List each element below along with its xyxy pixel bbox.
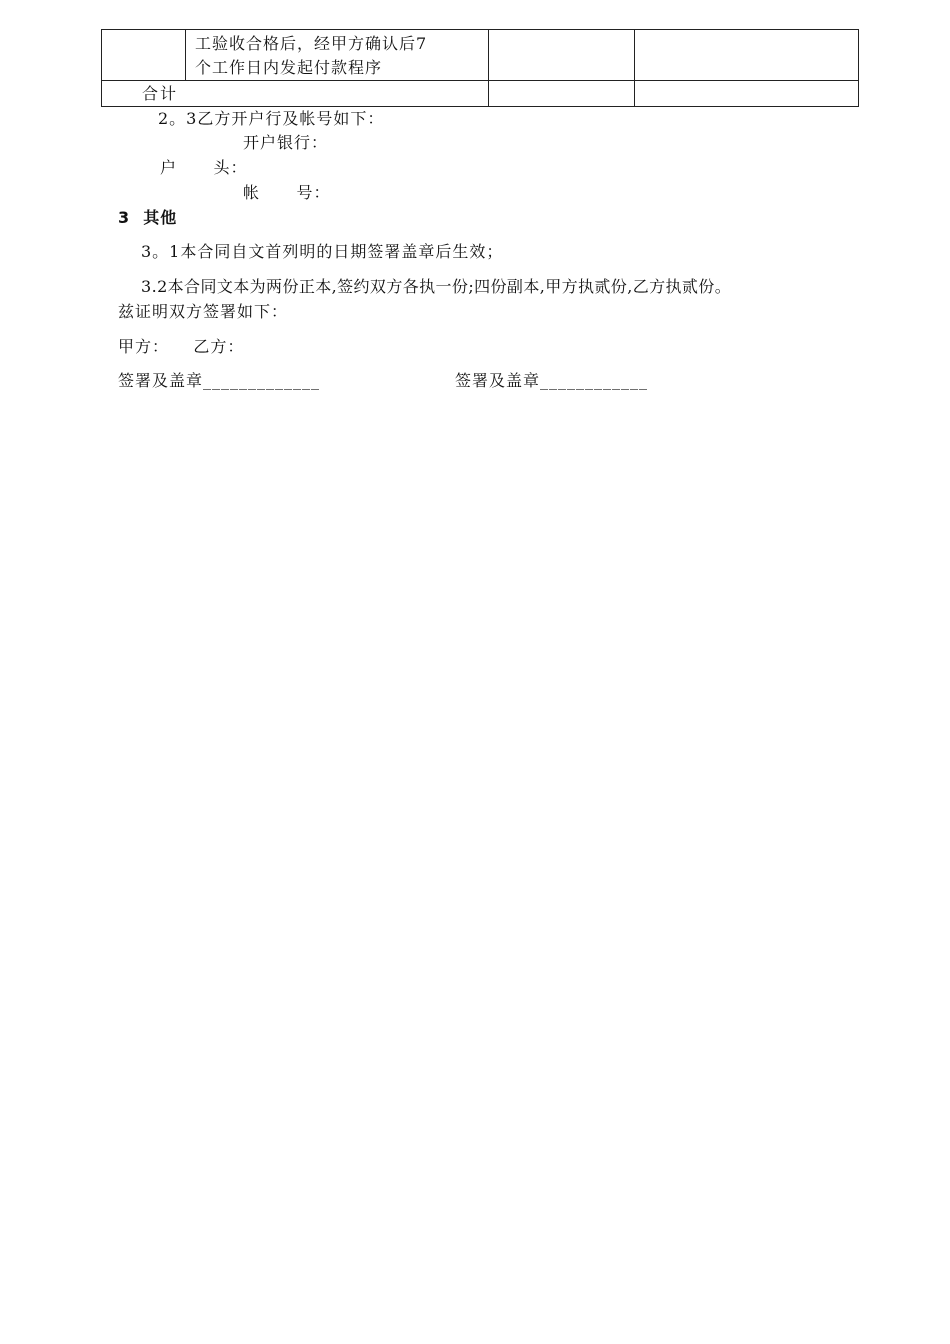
table-row-total: [102, 81, 859, 107]
table-cell-description: [186, 30, 489, 81]
party-a-signature: 签署及盖章_____________: [118, 371, 321, 390]
total-label: 合计: [102, 81, 489, 107]
account-number-label: 帐 号：: [243, 183, 331, 202]
table-cell-empty: [489, 81, 635, 107]
account-heading: 2。3乙方开户行及帐号如下：: [158, 109, 385, 128]
table-cell-empty: [635, 81, 859, 107]
payment-table: [101, 29, 859, 107]
table-cell-empty: [635, 30, 859, 81]
table-row: [102, 30, 859, 81]
account-holder-label: 户 头：: [160, 158, 248, 177]
party-b-signature: 签署及盖章____________: [455, 371, 649, 390]
clause-3-2-line-1: 3.2本合同文本为两份正本,签约双方各执一份;四份副本,甲方执贰份,乙方执贰份。: [141, 277, 732, 296]
description-line-1: 工验收合格后，经甲方确认后7: [195, 34, 428, 53]
clause-3-2-line-2: 兹证明双方签署如下：: [118, 302, 289, 321]
clause-3-1: 3。1本合同自文首列明的日期签署盖章后生效；: [141, 242, 504, 261]
section-heading-other: 3 其他: [118, 208, 178, 227]
table-cell-empty: [102, 30, 186, 81]
description-line-2: 个工作日内发起付款程序: [195, 58, 383, 77]
table-cell-empty: [489, 30, 635, 81]
bank-label: 开户银行：: [243, 133, 329, 152]
parties-line: 甲方： 乙方：: [118, 337, 245, 356]
